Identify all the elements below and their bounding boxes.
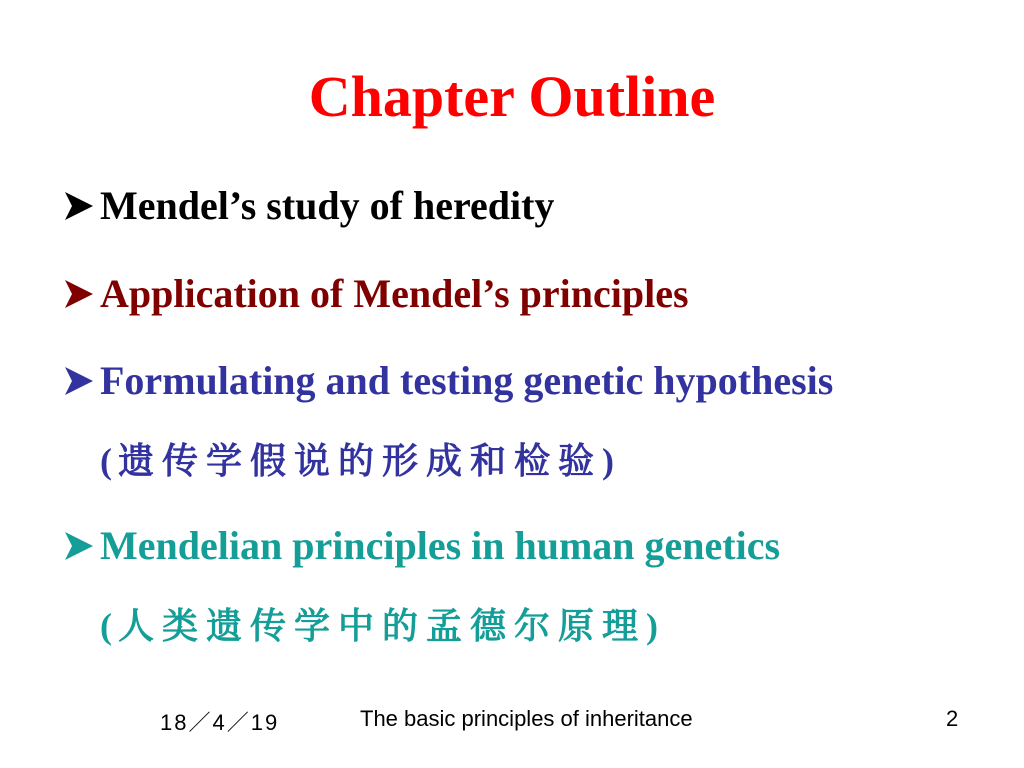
bullet-text: Mendelian principles in human genetics: [100, 523, 781, 568]
bullet-item-human-genetics: [62, 522, 780, 570]
bullet-item-formulating: [62, 357, 833, 405]
bullet-item-application: [62, 270, 689, 318]
footer-page-number: 2: [946, 706, 959, 731]
bullet-item-mendel-study: [62, 182, 554, 230]
chinese-text: 遗传学假说的形成和检验: [118, 441, 603, 482]
bullet-text: Formulating and testing genetic hypothesis: [100, 358, 834, 403]
arrowhead-bullet-icon: [62, 529, 100, 563]
bullet-subtitle-chinese: (人类遗传学中的孟德尔原理): [100, 606, 665, 647]
bullet-subtitle-chinese: (遗传学假说的形成和检验): [100, 441, 621, 482]
arrowhead-bullet-icon: [62, 364, 100, 398]
arrowhead-bullet-icon: [62, 189, 100, 223]
bullet-text: Mendel’s study of heredity: [100, 183, 555, 228]
footer-title: The basic principles of inheritance: [360, 706, 693, 731]
footer-date: 18／4／19: [160, 710, 280, 735]
chinese-text: 人类遗传学中的孟德尔原理: [118, 606, 647, 647]
bullet-text: Application of Mendel’s principles: [100, 271, 689, 316]
slide-title: Chapter Outline: [308, 64, 716, 129]
arrowhead-bullet-icon: [62, 277, 100, 311]
